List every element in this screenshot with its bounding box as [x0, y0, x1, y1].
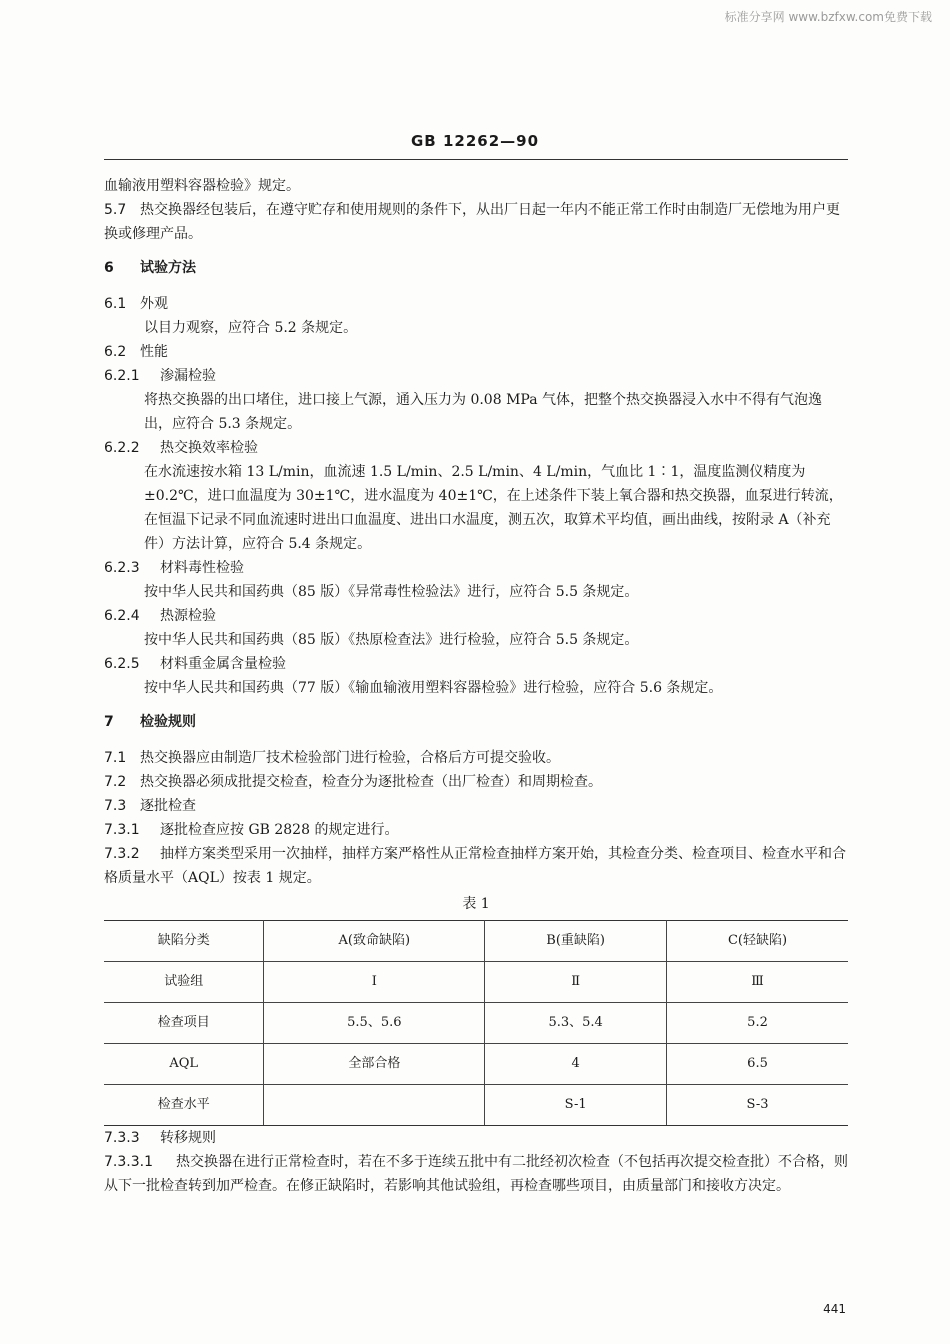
clause-number: 7.3.1 — [104, 822, 140, 838]
document-body — [104, 174, 848, 1198]
clause — [104, 436, 848, 460]
clause — [104, 1126, 848, 1150]
clause-text: 按中华人民共和国药典（85 版）《热原检查法》进行检验，应符合 5.5 条规定。 — [144, 632, 639, 648]
clause-text: 按中华人民共和国药典（85 版）《异常毒性检验法》进行，应符合 5.5 条规定。 — [144, 584, 639, 600]
clause-text: 逐批检查应按 GB 2828 的规定进行。 — [160, 822, 399, 838]
table-row — [104, 1085, 848, 1126]
clause-text: 试验方法 — [140, 260, 196, 276]
clause — [104, 842, 848, 890]
clause-text: 热交换器必须成批提交检查，检查分为逐批检查（出厂检查）和周期检查。 — [140, 774, 602, 790]
clause-number: 6.2.1 — [104, 368, 140, 384]
table-cell: 5.3、5.4 — [485, 1003, 667, 1044]
clause-text: 血输液用塑料容器检验》规定。 — [104, 178, 300, 194]
clause-text: 性能 — [140, 344, 168, 360]
clause-text: 热交换器应由制造厂技术检验部门进行检验，合格后方可提交验收。 — [140, 750, 560, 766]
table-row — [104, 921, 848, 962]
table-cell: Ⅲ — [667, 962, 848, 1003]
clause-number: 6.2 — [104, 344, 127, 360]
clause-number: 7 — [104, 714, 114, 730]
clause-text: 转移规则 — [160, 1130, 216, 1146]
clause-text: 材料毒性检验 — [160, 560, 244, 576]
clause-number: 6.2.4 — [104, 608, 140, 624]
clause — [104, 652, 848, 676]
table-cell: Ⅱ — [485, 962, 667, 1003]
paragraph — [104, 676, 848, 700]
clause — [104, 818, 848, 842]
table-row — [104, 1003, 848, 1044]
clause-text: 检验规则 — [140, 714, 196, 730]
clause — [104, 1150, 848, 1198]
table-cell — [264, 1085, 485, 1126]
paragraph — [104, 388, 848, 436]
table-cell: Ⅰ — [264, 962, 485, 1003]
table-cell: S-3 — [667, 1085, 848, 1126]
clause-number: 7.2 — [104, 774, 127, 790]
row-header-cell: 缺陷分类 — [104, 921, 264, 962]
clause — [104, 770, 848, 794]
table-cell: 6.5 — [667, 1044, 848, 1085]
table-cell: C(轻缺陷) — [667, 921, 848, 962]
clause-text: 逐批检查 — [140, 798, 196, 814]
row-header-cell: AQL — [104, 1044, 264, 1085]
table-cell: 4 — [485, 1044, 667, 1085]
inspection-table — [104, 920, 848, 1126]
clause-number: 7.3.3 — [104, 1130, 140, 1146]
clause-number: 7.1 — [104, 750, 127, 766]
section-heading — [104, 710, 848, 734]
text-blocks-after-table — [104, 1126, 848, 1198]
clause — [104, 746, 848, 770]
clause-number: 6.2.5 — [104, 656, 140, 672]
clause-number: 7.3.2 — [104, 846, 140, 862]
clause-text: 热交换器经包装后，在遵守贮存和使用规则的条件下，从出厂日起一年内不能正常工作时由制造厂无偿地为用户更换或修理产品。 — [104, 202, 840, 242]
clause — [104, 364, 848, 388]
clause-text: 热交换器在进行正常检查时，若在不多于连续五批中有二批经初次检查（不包括再次提交检查批）不合格，则从下一批检查转到加严检查。在修正缺陷时，若影响其他试验组，再检查哪些项目，由质量部门和接收方决定。 — [104, 1154, 848, 1194]
table-cell: A(致命缺陷) — [264, 921, 485, 962]
watermark: 标准分享网 www.bzfxw.com免费下载 — [724, 10, 932, 24]
clause-text: 按中华人民共和国药典（77 版）《输血输液用塑料容器检验》进行检验，应符合 5.6 条规定。 — [144, 680, 723, 696]
table-cell: 5.2 — [667, 1003, 848, 1044]
clause-number: 6.2.2 — [104, 440, 140, 456]
row-header-cell: 检查水平 — [104, 1085, 264, 1126]
clause-number: 6.1 — [104, 296, 127, 312]
paragraph — [104, 316, 848, 340]
table-row — [104, 962, 848, 1003]
section-heading — [104, 256, 848, 280]
paragraph — [104, 460, 848, 556]
clause-text: 热交换效率检验 — [160, 440, 258, 456]
table-caption: 表 1 — [462, 896, 490, 912]
clause-text: 抽样方案类型采用一次抽样，抽样方案严格性从正常检查抽样方案开始，其检查分类、检查项目、检查水平和合格质量水平（AQL）按表 1 规定。 — [104, 846, 846, 886]
header-rule — [104, 159, 848, 160]
text-blocks — [104, 174, 848, 890]
continued-text — [104, 174, 848, 198]
clause — [104, 340, 848, 364]
row-header-cell: 检查项目 — [104, 1003, 264, 1044]
clause-text: 材料重金属含量检验 — [160, 656, 286, 672]
clause — [104, 604, 848, 628]
clause — [104, 292, 848, 316]
clause — [104, 556, 848, 580]
clause-number: 6.2.3 — [104, 560, 140, 576]
clause-number: 7.3 — [104, 798, 127, 814]
table-row — [104, 1044, 848, 1085]
clause — [104, 794, 848, 818]
paragraph — [104, 580, 848, 604]
table-cell: 全部合格 — [264, 1044, 485, 1085]
table-cell: S-1 — [485, 1085, 667, 1126]
standard-header: GB 12262—90 — [410, 132, 540, 150]
clause-text: 热源检验 — [160, 608, 216, 624]
clause-text: 外观 — [140, 296, 168, 312]
clause-text: 在水流速按水箱 13 L/min，血流速 1.5 L/min、2.5 L/min、4 L/min，气血比 1∶1，温度监测仪精度为±0.2℃，进口血温度为 30±1℃，进水温度为 40±1℃，在上述条件下装上氧合器和热交换器，血泵进行转流，在恒温下记录不同血流速时进出口血温度、进出口水温度，测五次，取算术平均值，画出曲线，按附录 A（补充件）方法计算，应符合 5.4 条规定。 — [144, 464, 843, 552]
clause — [104, 198, 848, 246]
row-header-cell: 试验组 — [104, 962, 264, 1003]
paragraph — [104, 628, 848, 652]
clause-number: 6 — [104, 260, 114, 276]
clause-text: 以目力观察，应符合 5.2 条规定。 — [144, 320, 358, 336]
clause-number: 7.3.3.1 — [104, 1154, 153, 1170]
clause-text: 将热交换器的出口堵住，进口接上气源，通入压力为 0.08 MPa 气体，把整个热交换器浸入水中不得有气泡逸出，应符合 5.3 条规定。 — [144, 392, 822, 432]
clause-text: 渗漏检验 — [160, 368, 216, 384]
table-cell: B(重缺陷) — [485, 921, 667, 962]
clause-number: 5.7 — [104, 202, 127, 218]
page-number: 441 — [823, 1302, 846, 1316]
table-cell: 5.5、5.6 — [264, 1003, 485, 1044]
